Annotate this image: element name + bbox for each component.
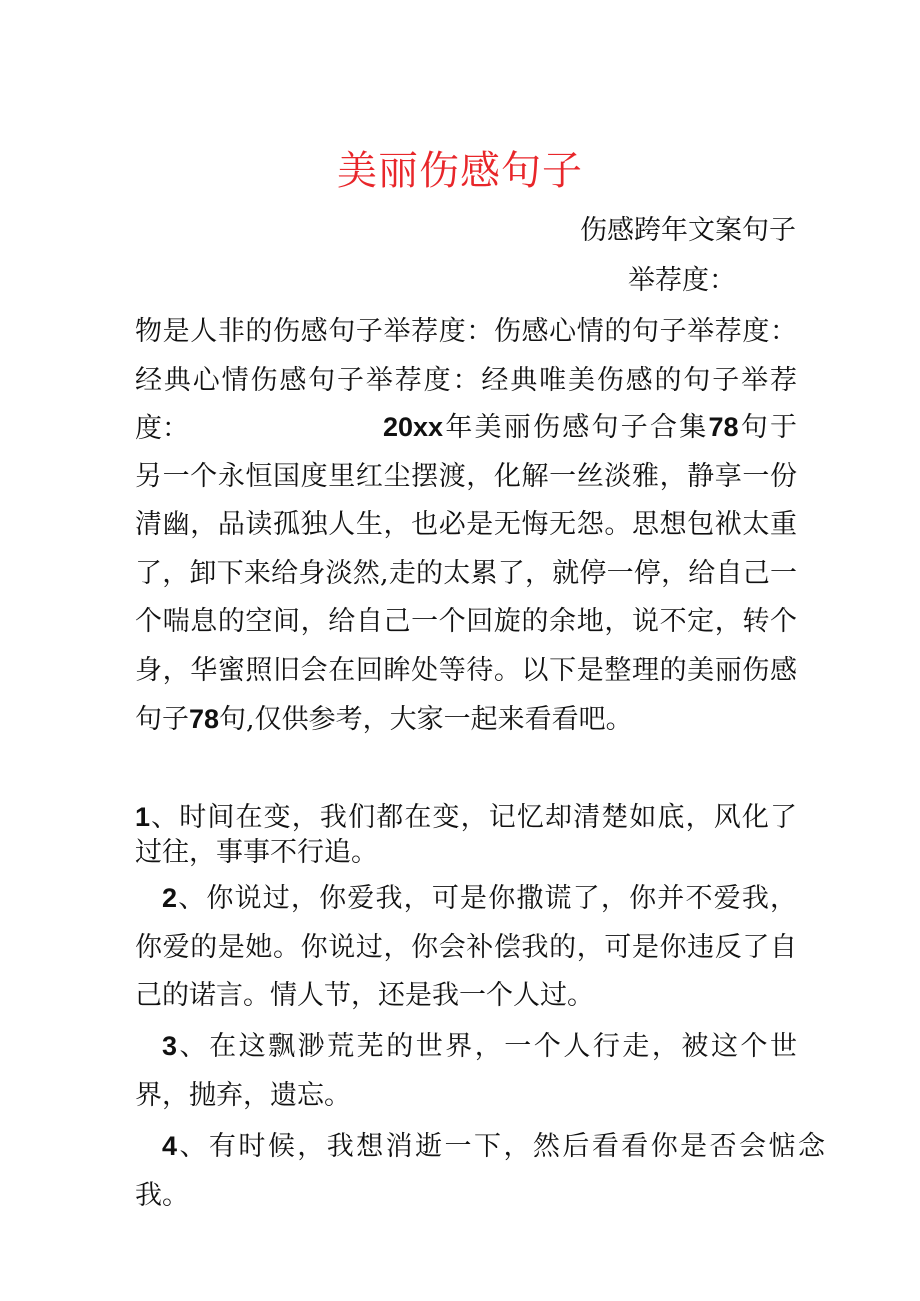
year-text: 20xx bbox=[383, 412, 444, 442]
item-text: 、有时候，我想消逝一下，然后看看你是否会惦念我。 bbox=[135, 1131, 825, 1211]
paragraph-text: 句,仅供参考，大家一起来看看吧。 bbox=[219, 704, 633, 735]
item-number: 2 bbox=[162, 883, 178, 913]
list-item bbox=[135, 874, 797, 1021]
item-text: 、在这飘渺荒芜的世界，一个人行走，被这个世界，抛弃，遗忘。 bbox=[135, 1031, 797, 1111]
main-paragraph bbox=[135, 403, 797, 745]
intro-paragraph: 物是人非的伤感句子举荐度：伤感心情的句子举荐度：经典心情伤感句子举荐度：经典唯美伤感的句子举荐度： bbox=[135, 316, 797, 444]
item-number: 4 bbox=[162, 1131, 178, 1161]
item-text: 、时间在变，我们都在变，记忆却清楚如底，风化了过往，事事不行追。 bbox=[135, 802, 797, 868]
subtitle: 伤感跨年文案句子 bbox=[580, 215, 796, 246]
list-item bbox=[135, 1122, 825, 1220]
count-text: 78 bbox=[189, 704, 220, 734]
item-number: 1 bbox=[135, 802, 151, 832]
count-text: 78 bbox=[708, 412, 739, 442]
list-item bbox=[135, 1022, 797, 1120]
list-item bbox=[135, 800, 797, 870]
item-number: 3 bbox=[162, 1031, 178, 1061]
page-title: 美丽伤感句子 bbox=[337, 148, 583, 194]
recommend-label: 举荐度： bbox=[628, 265, 736, 296]
item-text: 、你说过，你爱我，可是你撒谎了，你并不爱我，你爱的是她。你说过，你会补偿我的，可是你违反了自己的诺言。情人节，还是我一个人过。 bbox=[135, 883, 797, 1011]
paragraph-text: 年美丽伤感句子合集 bbox=[443, 412, 709, 443]
paragraph-text: 句于另一个永恒国度里红尘摆渡，化解一丝淡雅，静享一份清幽，品读孤独人生，也必是无悔无怨。思想包袱太重了，卸下来给身淡然,走的太累了，就停一停，给自己一个喘息的空间，给自己一个回旋的余地，说不定，转个身，华蜜照旧会在回眸处等待。以下是整理的美丽伤感句子 bbox=[135, 412, 798, 735]
